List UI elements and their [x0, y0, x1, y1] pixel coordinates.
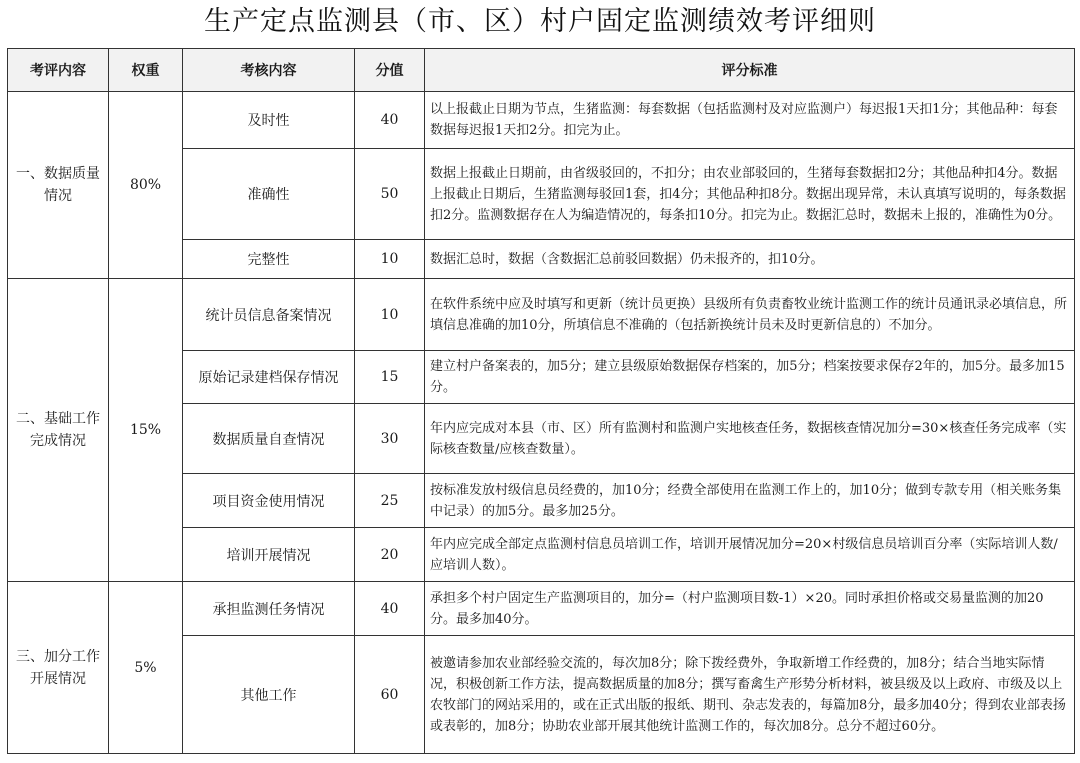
score-cell: 10: [355, 279, 425, 351]
score-cell: 50: [355, 149, 425, 240]
item-cell: 数据质量自查情况: [183, 404, 355, 474]
header-weight: 权重: [109, 49, 183, 92]
standard-cell: 承担多个村户固定生产监测项目的，加分=（村户监测项目数-1）×20。同时承担价格或交易量监测的加20分。最多加40分。: [425, 582, 1075, 636]
item-cell: 培训开展情况: [183, 528, 355, 582]
table-row: [8, 279, 1075, 351]
header-item: 考核内容: [183, 49, 355, 92]
evaluation-table: [7, 48, 1075, 754]
weight-cell: 15%: [109, 279, 183, 582]
standard-cell: 按标准发放村级信息员经费的，加10分；经费全部使用在监测工作上的，加10分；做到专款专用（相关账务集中记录）的加5分。最多加25分。: [425, 474, 1075, 528]
weight-cell: 5%: [109, 582, 183, 754]
item-cell: 其他工作: [183, 636, 355, 754]
category-cell: 三、加分工作开展情况: [8, 582, 109, 754]
header-standard: 评分标准: [425, 49, 1075, 92]
score-cell: 40: [355, 92, 425, 149]
standard-cell: 年内应完成对本县（市、区）所有监测村和监测户实地核查任务，数据核查情况加分=30×核查任务完成率（实际核查数量/应核查数量）。: [425, 404, 1075, 474]
standard-cell: 被邀请参加农业部经验交流的，每次加8分；除下拨经费外，争取新增工作经费的，加8分；结合当地实际情况，积极创新工作方法，提高数据质量的加8分；撰写畜禽生产形势分析材料，被县级及以上政府、市级及以上农牧部门的网站采用的，或在正式出版的报纸、期刊、杂志发表的，每篇加8分，最多加40分；得到农业部表扬或表彰的，加8分；协助农业部开展其他统计监测工作的，每次加8分。总分不超过60分。: [425, 636, 1075, 754]
item-cell: 及时性: [183, 92, 355, 149]
score-cell: 20: [355, 528, 425, 582]
score-cell: 25: [355, 474, 425, 528]
header-category: 考评内容: [8, 49, 109, 92]
standard-cell: 数据上报截止日期前，由省级驳回的，不扣分；由农业部驳回的，生猪每套数据扣2分；其他品种扣4分。数据上报截止日期后，生猪监测每驳回1套，扣4分；其他品种扣8分。数据出现异常，未认真填写说明的，每条数据扣2分。监测数据存在人为编造情况的，每条扣10分。扣完为止。数据汇总时，数据未上报的，准确性为0分。: [425, 149, 1075, 240]
standard-cell: 以上报截止日期为节点，生猪监测：每套数据（包括监测村及对应监测户）每迟报1天扣1分；其他品种：每套数据每迟报1天扣2分。扣完为止。: [425, 92, 1075, 149]
standard-cell: 数据汇总时，数据（含数据汇总前驳回数据）仍未报齐的，扣10分。: [425, 240, 1075, 279]
item-cell: 承担监测任务情况: [183, 582, 355, 636]
score-cell: 40: [355, 582, 425, 636]
score-cell: 10: [355, 240, 425, 279]
table-row: [8, 582, 1075, 636]
standard-cell: 在软件系统中应及时填写和更新（统计员更换）县级所有负责畜牧业统计监测工作的统计员通讯录必填信息，所填信息准确的加10分，所填信息不准确的（包括新换统计员未及时更新信息的）不加分。: [425, 279, 1075, 351]
header-row: [8, 49, 1075, 92]
item-cell: 完整性: [183, 240, 355, 279]
score-cell: 15: [355, 351, 425, 404]
standard-cell: 建立村户备案表的，加5分；建立县级原始数据保存档案的，加5分；档案按要求保存2年的，加5分。最多加15分。: [425, 351, 1075, 404]
score-cell: 30: [355, 404, 425, 474]
page-title: 生产定点监测县（市、区）村户固定监测绩效考评细则: [204, 6, 876, 37]
item-cell: 原始记录建档保存情况: [183, 351, 355, 404]
category-cell: 二、基础工作完成情况: [8, 279, 109, 582]
header-score: 分值: [355, 49, 425, 92]
table-row: [8, 92, 1075, 149]
item-cell: 准确性: [183, 149, 355, 240]
score-cell: 60: [355, 636, 425, 754]
weight-cell: 80%: [109, 92, 183, 279]
item-cell: 项目资金使用情况: [183, 474, 355, 528]
item-cell: 统计员信息备案情况: [183, 279, 355, 351]
standard-cell: 年内应完成全部定点监测村信息员培训工作，培训开展情况加分=20×村级信息员培训百分率（实际培训人数/应培训人数）。: [425, 528, 1075, 582]
category-cell: 一、数据质量情况: [8, 92, 109, 279]
